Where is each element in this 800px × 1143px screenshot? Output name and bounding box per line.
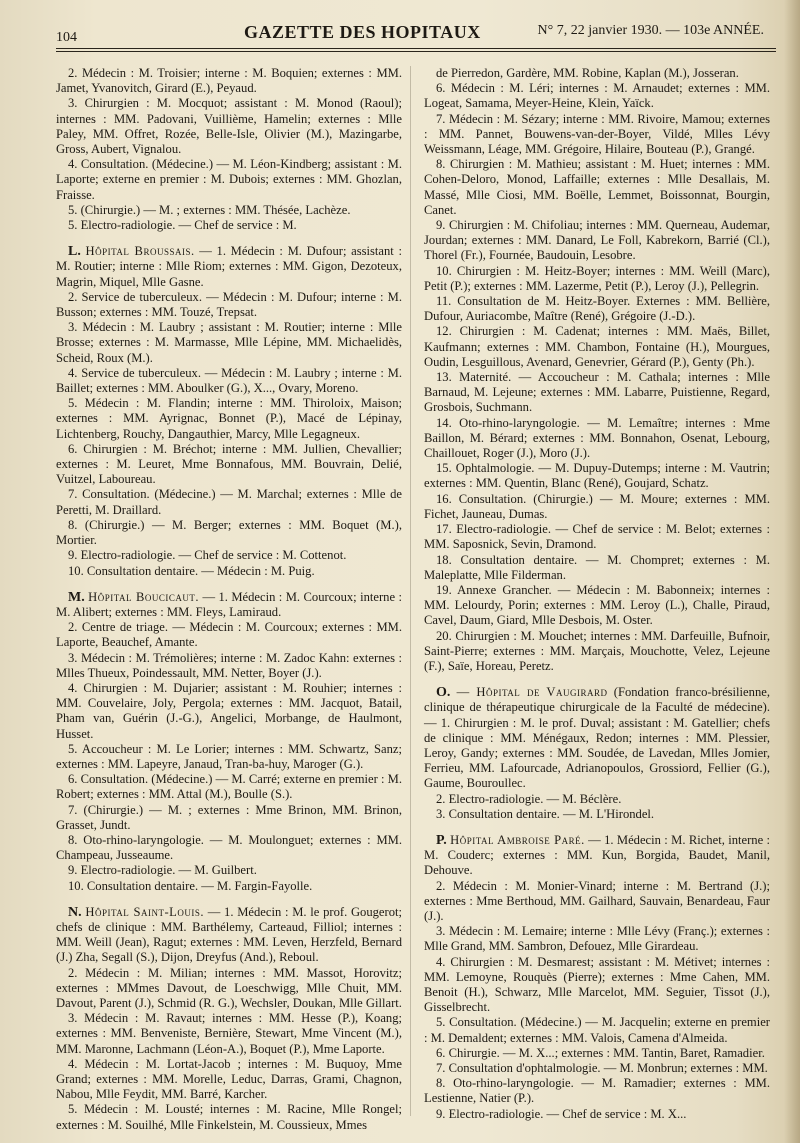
header-rule <box>56 48 776 49</box>
entry-text: 5. Médecin : M. Lousté; internes : M. Racine, Mlle Rongel; externes : M. Souilhé, Mlle Finkelstein, M. Coussieux, Mmes <box>56 1102 402 1132</box>
service-entry <box>56 742 402 772</box>
service-entry <box>424 294 770 324</box>
service-entry <box>424 157 770 218</box>
entry-text: 7. (Chirurgie.) — M. ; externes : Mme Brinon, MM. Brinon, Grasset, Jundt. <box>56 802 402 832</box>
entry-text: — 1. Médecin : M. le prof. Gougerot; chefs de clinique : MM. Barthélemy, Carteaud, Filliol; internes : MM. Weill (Jean), Ragut; externes : MM. Leven, Herzfeld, Bernard (J.) Zha, Segall (S.), Dijon, Dreyfus (And.), Reboul. <box>56 904 403 965</box>
hospital-name: Hôpital Saint-Louis. <box>85 904 204 919</box>
entry-text: 5. Electro-radiologie. — Chef de service : M. <box>68 218 297 233</box>
page-header <box>56 14 776 48</box>
service-entry <box>56 1057 402 1103</box>
journal-title: GAZETTE DES HOPITAUX <box>244 22 481 42</box>
entry-text: 4. Consultation. (Médecine.) — M. Léon-Kindberg; assistant : M. Laporte; externe en premier : M. Dubois; externes : MM. Ghozlan, Fraisse. <box>56 157 402 202</box>
entry-text: 10. Chirurgien : M. Heitz-Boyer; internes : MM. Weill (Marc), Petit (P.); externes : MM. Lazerme, Petit (P.), Leroy (J.), Pellegrin. <box>424 263 770 293</box>
entry-text: 11. Consultation de M. Heitz-Boyer. Externes : MM. Bellière, Dufour, Auriacombe, Maître (René), Grégoire (J.-D.). <box>424 294 770 324</box>
entry-text: — 1. Médecin : M. Courcoux; interne : M. Alibert; externes : MM. Fleys, Lamiraud. <box>56 589 402 619</box>
service-entry <box>56 833 402 863</box>
service-entry <box>424 583 770 629</box>
hospital-section <box>424 833 770 879</box>
header-rule-double <box>56 51 776 52</box>
service-entry <box>56 620 402 650</box>
service-entry <box>424 1107 770 1122</box>
service-entry <box>56 66 402 96</box>
service-entry <box>424 924 770 954</box>
entry-text: 4. Chirurgien : M. Dujarier; assistant : M. Rouhier; internes : MM. Couvelaire, Joly, Pergola; externes : MM. Jacquot, Batail, Pham van, Guérin (J.-G.), Angelici, Morbange, de Haulmont, Husset. <box>56 680 402 741</box>
service-entry <box>424 112 770 158</box>
entry-text: 16. Consultation. (Chirurgie.) — M. Moure; externes : MM. Fichet, Jauneau, Dumas. <box>424 491 770 521</box>
entry-text: 2. Electro-radiologie. — M. Béclère. <box>436 791 622 806</box>
service-entry <box>56 803 402 833</box>
hospital-section <box>56 590 402 620</box>
entry-text: 6. Consultation. (Médecine.) — M. Carré; externe en premier : M. Robert; externes : MM. Attal (M.), Boulle (S.). <box>56 772 402 802</box>
entry-text: 10. Consultation dentaire. — Médecin : M. Puig. <box>68 563 315 578</box>
service-entry <box>56 487 402 517</box>
service-entry <box>424 879 770 925</box>
service-entry <box>424 807 770 822</box>
right-column <box>424 66 770 1122</box>
entry-text: 7. Consultation. (Médecine.) — M. Marchal; externes : Mlle de Peretti, M. Draillard. <box>56 487 402 517</box>
entry-text: 5. Consultation. (Médecine.) — M. Jacquelin; externe en premier : M. Demaldent; externes : MM. Valois, Camena d'Almeida. <box>424 1015 770 1045</box>
entry-text: 4. Médecin : M. Lortat-Jacob ; internes : M. Buquoy, Mme Grand; externes : MM. Morelle, Leduc, Darras, Grami, Chagnon, Nabou, Mlle Feydit, MM. Barré, Karcher. <box>56 1056 402 1102</box>
entry-text: 4. Service de tuberculeux. — Médecin : M. Laubry ; interne : M. Baillet; externes : MM. Aboulker (G.), X..., Ovary, Moreno. <box>56 365 402 396</box>
hospital-name: — Hôpital de Vaugirard <box>456 685 608 700</box>
entry-text: 10. Consultation dentaire. — M. Fargin-Fayolle. <box>68 878 313 893</box>
entry-text: 6. Chirurgie. — M. X...; externes : MM. Tantin, Baret, Ramadier. <box>436 1045 765 1060</box>
service-entry <box>56 1011 402 1057</box>
entry-text: 8. (Chirurgie.) — M. Berger; externes : MM. Boquet (M.), Mortier. <box>56 517 402 548</box>
service-entry <box>56 548 402 563</box>
entry-text: 2. Médecin : M. Monier-Vinard; interne : M. Bertrand (J.); externes : Mme Berthoud, MM. Gailhard, Sauvain, Benardeau, Faur (J.). <box>424 878 770 923</box>
service-entry <box>424 370 770 416</box>
entry-text: 19. Annexe Grancher. — Médecin : M. Babonneix; internes : MM. Lelourdy, Porin; externes : MM. Leroy (L.), Challe, Piraud, Cavel, Daum, Giard, Mlle Desbois, M. Oster. <box>424 582 770 628</box>
entry-text: — 1. Médecin : M. Richet, interne : M. Couderc; externes : MM. Kun, Borgida, Baudet, Manil, Dehouve. <box>424 832 771 878</box>
service-entry <box>56 1102 402 1132</box>
entry-text: 2. Service de tuberculeux. — Médecin : M. Dufour; interne : M. Busson; externes : MM. Touzé, Trepsat. <box>56 289 402 320</box>
section-letter: O. <box>436 685 451 701</box>
service-entry <box>56 157 402 203</box>
entry-text: 3. Médecin : M. Laubry ; assistant : M. Routier; interne : Mlle Brosse; externes : M. Marmasse, Mlle Lépine, MM. Michaelidès, Scheid, Roux (M.). <box>56 320 402 365</box>
service-entry <box>424 629 770 675</box>
service-entry <box>424 218 770 264</box>
entry-text: 18. Consultation dentaire. — M. Chompret; externes : M. Maleplatte, Mlle Filderman. <box>424 552 770 582</box>
service-entry <box>56 863 402 878</box>
service-entry <box>424 461 770 491</box>
entry-text: 15. Ophtalmologie. — M. Dupuy-Dutemps; interne : M. Vautrin; externes : MM. Quentin, Blanc (René), Goujard, Schatz. <box>424 461 770 491</box>
service-entry <box>56 218 402 233</box>
hospital-name: Hôpital Ambroise Paré. <box>450 832 585 847</box>
service-entry <box>56 320 402 366</box>
service-entry <box>56 396 402 442</box>
service-entry <box>56 651 402 681</box>
service-entry <box>424 81 770 111</box>
service-entry <box>424 522 770 552</box>
service-entry <box>56 366 402 396</box>
service-entry <box>424 416 770 462</box>
service-entry <box>56 96 402 157</box>
page-number: 104 <box>56 30 77 45</box>
section-letter: L. <box>68 244 81 260</box>
hospital-name: Hôpital Broussais. <box>85 244 195 259</box>
hospital-section <box>424 685 770 791</box>
entry-text: de Pierredon, Gardère, MM. Robine, Kaplan (M.), Josseran. <box>436 66 739 80</box>
entry-text: 9. Chirurgien : M. Chifoliau; internes : MM. Querneau, Audemar, Jourdan; externes : MM. Danard, Le Foll, Kabrekorn, Barrié (Cl.), Thorel (Fr.), Fournée, Baudouin, Lesobre. <box>424 218 770 263</box>
entry-text: 5. Accoucheur : M. Le Lorier; internes : MM. Schwartz, Sanz; externes : MM. Lapeyre, Janaud, Tran-ba-huy, Maroger (G.). <box>56 741 402 771</box>
service-entry <box>56 966 402 1012</box>
service-entry <box>424 955 770 1016</box>
service-entry <box>424 324 770 370</box>
page-edge-shadow <box>784 0 800 1143</box>
service-entry <box>424 1046 770 1061</box>
service-entry <box>424 1061 770 1076</box>
service-entry <box>424 792 770 807</box>
service-entry <box>56 518 402 548</box>
service-entry <box>424 492 770 522</box>
service-entry <box>56 290 402 320</box>
hospital-name: Hôpital Boucicaut. <box>88 589 199 604</box>
service-entry <box>424 264 770 294</box>
entry-text: 5. Médecin : M. Flandin; interne : MM. Thiroloix, Maison; externes : MM. Ayrignac, Bonnet (P.), Macé de Lépinay, Lichtenberg, Rouchy, Dangauthier, Marcy, Mlle Legagneux. <box>56 396 402 441</box>
entry-text: (Fondation franco-brésilienne, clinique de thérapeutique chirurgicale de la Faculté de médecine). — 1. Chirurgien : M. le prof. Duval; assistant : M. Gatellier; chefs de clinique : MM. Ménégaux, Redon; internes : MM. Plessier, Leroy, Gandy; externes : MM. Soudée, de Lavedan, Mlles Jomier, Ferrieu, MM. Lafourcade, Adrianopoulos, Grossiord, Fellier (G.), Gaume, Bouroullec. <box>424 685 770 791</box>
entry-text: 3. Médecin : M. Lemaire; interne : Mlle Lévy (Franç.); externes : Mlle Grand, MM. Sambron, Defouez, Mlle Girardeau. <box>424 924 770 954</box>
column-divider <box>410 66 411 1116</box>
entry-text: 3. Chirurgien : M. Mocquot; assistant : M. Monod (Raoul); internes : MM. Padovani, Vuillième, Hamelin; externes : Mlle Paley, MM. Offret, Rozée, Belle-Isle, Olivier (M.), Mazingarbe, Gross, Aubert, Vignalou. <box>56 96 402 157</box>
service-entry <box>424 66 770 81</box>
hospital-section <box>56 905 402 966</box>
entry-text: 5. (Chirurgie.) — M. ; externes : MM. Thésée, Lachèze. <box>68 202 351 217</box>
entry-text: 8. Chirurgien : M. Mathieu; assistant : M. Huet; internes : MM. Cohen-Deloro, Monod, Laffaille; externes : Mlle Desallais, M. Massé, Mlle Ciosi, MM. Boëlle, Lemmet, Boissonnat, Bourgin, Canet. <box>424 157 770 217</box>
entry-text: 7. Consultation d'ophtalmologie. — M. Monbrun; externes : MM. <box>436 1061 768 1075</box>
service-entry <box>56 681 402 742</box>
entry-text: 12. Chirurgien : M. Cadenat; internes : MM. Maës, Billet, Kaufmann; externes : MM. Chambon, Fontaine (H.), Mourgues, Oudin, Lesguillous, Avenard, Genevrier, Gérard (P.), Genty (Ph.). <box>424 324 770 369</box>
service-entry <box>424 1076 770 1106</box>
entry-text: 3. Consultation dentaire. — M. L'Hirondel. <box>436 806 655 821</box>
issue-info: N° 7, 22 janvier 1930. — 103e ANNÉE. <box>537 23 764 38</box>
section-letter: N. <box>68 904 82 920</box>
service-entry <box>56 203 402 218</box>
service-entry <box>56 879 402 894</box>
entry-text: 8. Oto-rhino-laryngologie. — M. Ramadier; externes : MM. Lestienne, Natier (P.). <box>424 1076 770 1106</box>
entry-text: 20. Chirurgien : M. Mouchet; internes : MM. Darfeuille, Bufnoir, Saint-Pierre; externes : MM. Marçais, Mouchotte, Velez, Lejeune (F.), Saïe, Horeau, Peretz. <box>424 628 770 673</box>
entry-text: — 1. Médecin : M. Dufour; assistant : M. Routier; interne : Mlle Riom; externes : MM. Gigon, Dezoteux, Magrin, Miquel, Mlle Gasne. <box>56 244 402 289</box>
entry-text: 14. Oto-rhino-laryngologie. — M. Lemaître; internes : Mme Baillon, M. Bérard; externes : MM. Bonnahon, Osenat, Lebourg, Chaillouet, Roger (J.), Moro (J.). <box>424 415 770 461</box>
service-entry <box>56 564 402 579</box>
entry-text: 6. Médecin : M. Léri; internes : M. Arnaudet; externes : MM. Logeat, Samama, Meyer-Heine, Klein, Yaïck. <box>424 81 770 111</box>
entry-text: 9. Electro-radiologie. — M. Guilbert. <box>68 863 257 878</box>
entry-text: 3. Médecin : M. Trémolières; interne : M. Zadoc Kahn: externes : Mlles Thueux, Poindessault, MM. Netter, Boyer (J.). <box>56 650 402 680</box>
entry-text: 9. Electro-radiologie. — Chef de service : M. Cottenot. <box>68 548 347 563</box>
entry-text: 4. Chirurgien : M. Desmarest; assistant : M. Métivet; internes : MM. Lemoyne, Rouquès (Pierre); externes : Mme Cahen, MM. Benoit (H.), Schwarz, Mlle Marcelot, MM. Seguier, Tissot (J.), Gisselbrecht. <box>424 954 770 1015</box>
section-letter: P. <box>436 832 447 848</box>
entry-text: 9. Electro-radiologie. — Chef de service : M. X... <box>436 1106 687 1121</box>
left-column <box>56 66 402 1133</box>
entry-text: 2. Médecin : M. Troisier; interne : M. Boquien; externes : MM. Jamet, Yvanovitch, Girard (E.), Peyaud. <box>56 66 402 96</box>
entry-text: 2. Centre de triage. — Médecin : M. Courcoux; externes : MM. Laporte, Beauchef, Amante. <box>56 620 402 650</box>
entry-text: 17. Electro-radiologie. — Chef de service : M. Belot; externes : MM. Saposnick, Sevin, Dramond. <box>424 522 770 552</box>
entry-text: 13. Maternité. — Accoucheur : M. Cathala; internes : Mlle Barnaud, M. Lejeune; externes : MM. Labarre, Puistienne, Regard, Grosbois, Suchmann. <box>424 370 770 415</box>
service-entry <box>56 442 402 488</box>
entry-text: 7. Médecin : M. Sézary; interne : MM. Rivoire, Mamou; externes : MM. Pannet, Bouwens-van-der-Boyer, Vildé, Mlles Lévy Weissmann, Léage, MM. Grégoire, Hilaire, Bouteau (P.), Grangé. <box>424 111 770 157</box>
hospital-section <box>56 244 402 290</box>
service-entry <box>56 772 402 802</box>
entry-text: 3. Médecin : M. Ravaut; internes : MM. Hesse (P.), Koang; externes : MM. Benveniste, Bernière, Stewart, Mme Vincent (M.), MM. Maronne, Lachmann (Léon-A.), Boquet (P.), Mme Laporte. <box>56 1011 402 1056</box>
entry-text: 6. Chirurgien : M. Bréchot; interne : MM. Jullien, Chevallier; externes : M. Leuret, Mme Bonnafous, MM. Bouvrain, Delié, Vuitzel, Laboureau. <box>56 441 402 487</box>
entry-text: 8. Oto-rhino-laryngologie. — M. Moulonguet; externes : MM. Champeau, Jusseaume. <box>56 832 402 863</box>
service-entry <box>424 1015 770 1045</box>
entry-text: 2. Médecin : M. Milian; internes : MM. Massot, Horovitz; externes : MMmes Davout, de Loeschwigg, Mlle Chuit, MM. Davout, Parent (J.), Schmid (R. G.), Wechsler, Doukan, Mlle Gillart. <box>56 965 402 1010</box>
service-entry <box>424 553 770 583</box>
section-letter: M. <box>68 589 85 605</box>
